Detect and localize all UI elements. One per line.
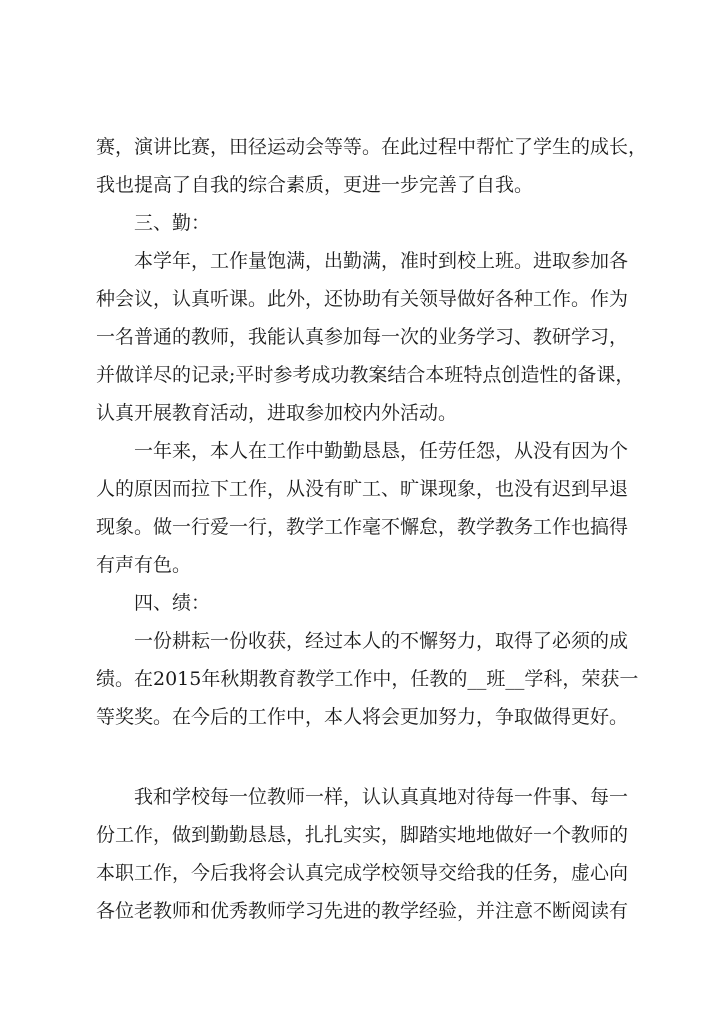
paragraph-spacer — [96, 736, 656, 778]
paragraph-line: 份工作，做到勤勤恳恳，扎扎实实，脚踏实地地做好一个教师的 — [96, 824, 629, 846]
paragraph-line: 绩。在2015年秋期教育教学工作中，任教的__班__学科，荣获一 — [96, 668, 639, 690]
document-body — [96, 128, 656, 930]
paragraph-line: 认真开展教育活动，进取参加校内外活动。 — [96, 402, 458, 424]
paragraph-line: 本学年，工作量饱满，出勤满，准时到校上班。进取参加各 — [134, 250, 629, 272]
paragraph-line: 我也提高了自我的综合素质，更进一步完善了自我。 — [96, 174, 534, 196]
paragraph-line: 一份耕耘一份收获，经过本人的不懈努力，取得了必须的成 — [134, 630, 629, 652]
paragraph-line: 一年来，本人在工作中勤勤恳恳，任劳任怨，从没有因为个 — [134, 440, 629, 462]
paragraph-line: 各位老教师和优秀教师学习先进的教学经验，并注意不断阅读有 — [96, 900, 629, 922]
paragraph-line: 人的原因而拉下工作，从没有旷工、旷课现象，也没有迟到早退 — [96, 478, 629, 500]
paragraph-line: 赛，演讲比赛，田径运动会等等。在此过程中帮忙了学生的成长， — [96, 136, 648, 158]
paragraph-line: 我和学校每一位教师一样，认认真真地对待每一件事、每一 — [134, 786, 629, 808]
paragraph-line: 等奖奖。在今后的工作中，本人将会更加努力，争取做得更好。 — [96, 706, 629, 728]
paragraph-line: 并做详尽的记录;平时参考成功教案结合本班特点创造性的备课， — [96, 364, 635, 386]
paragraph-line: 种会议，认真听课。此外，还协助有关领导做好各种工作。作为 — [96, 288, 629, 310]
paragraph-line: 一名普通的教师，我能认真参加每一次的业务学习、教研学习， — [96, 326, 629, 348]
paragraph-line: 现象。做一行爱一行，教学工作毫不懈怠，教学教务工作也搞得 — [96, 516, 629, 538]
section-heading-qin: 三、勤： — [134, 212, 211, 234]
paragraph-line: 本职工作，今后我将会认真完成学校领导交给我的任务，虚心向 — [96, 862, 629, 884]
paragraph-line: 有声有色。 — [96, 554, 192, 576]
section-heading-ji: 四、绩： — [134, 592, 211, 614]
